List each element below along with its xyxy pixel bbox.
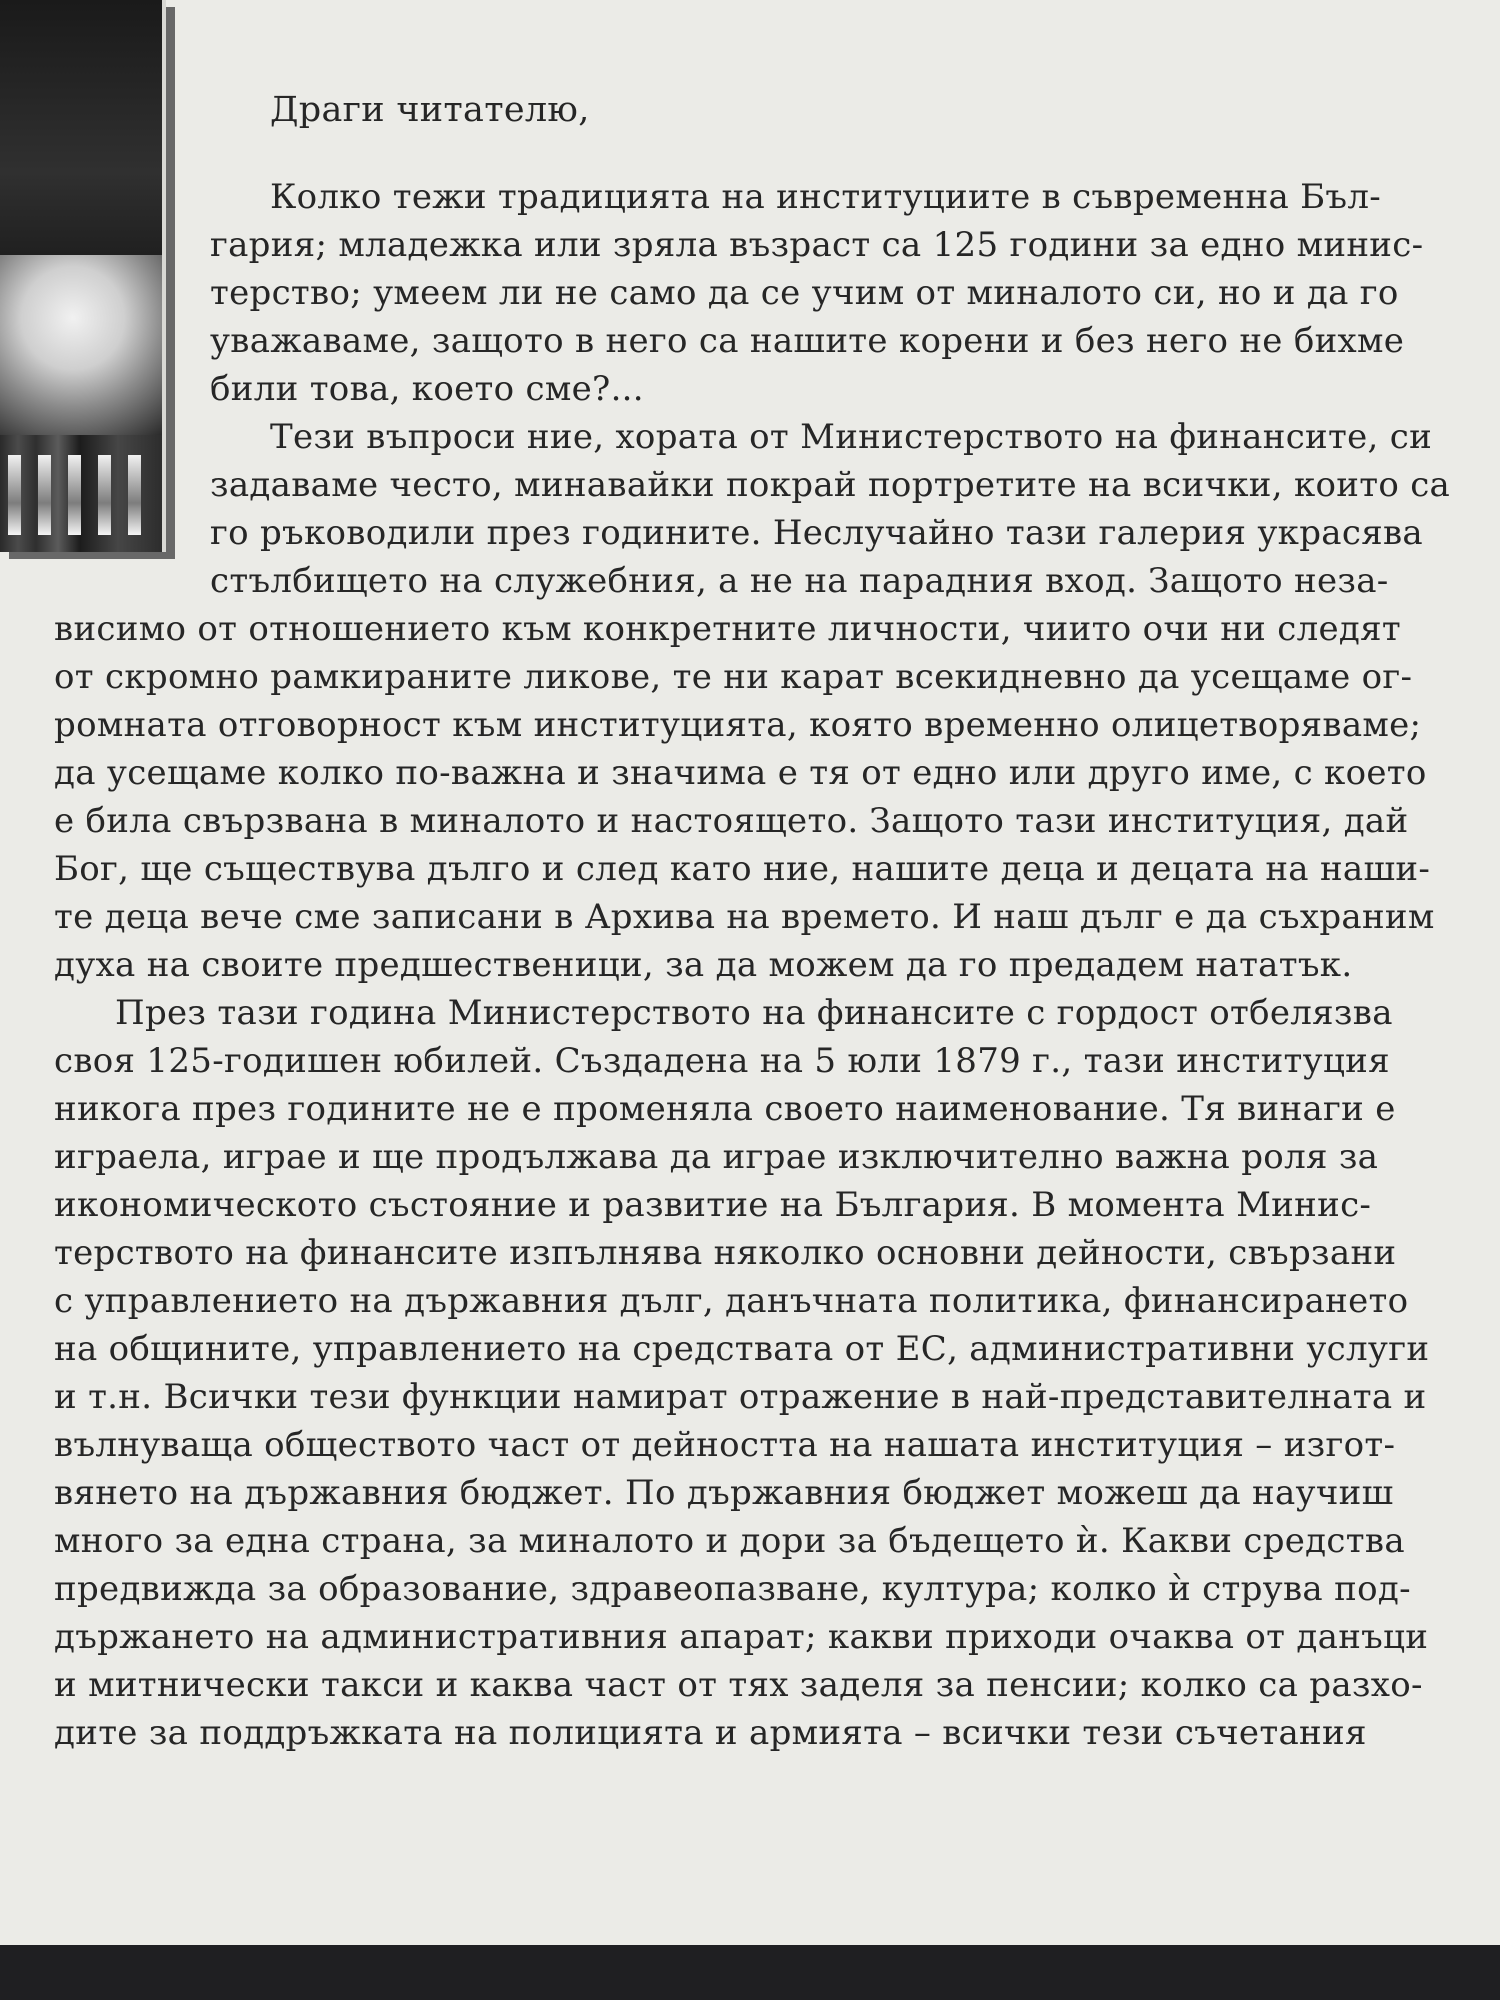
text-line: своя 125-годишен юбилей. Създадена на 5 юли 1879 г., тази институция — [54, 1041, 1390, 1081]
text-line: те деца вече сме записани в Архива на времето. И наш дълг е да съхраним — [54, 897, 1435, 937]
text-line: вянето на държавния бюджет. По държавния бюджет можеш да научиш — [54, 1473, 1394, 1513]
text-line: много за една страна, за миналото и дори за бъдещето ѝ. Какви средства — [54, 1521, 1405, 1561]
text-line: духа на своите предшественици, за да можем да го предадем нататък. — [54, 945, 1353, 985]
text-line: терството на финансите изпълнява няколко основни дейности, свързани — [54, 1233, 1397, 1273]
text-line: от скромно рамкираните ликове, те ни карат всекидневно да усещаме ог- — [54, 657, 1413, 697]
text-line: гария; младежка или зряла възраст са 125 години за едно минис- — [210, 225, 1424, 265]
text-line: терство; умеем ли не само да се учим от миналото си, но и да го — [210, 273, 1399, 313]
text-line: висимо от отношението към конкретните личности, чиито очи ни следят — [54, 609, 1401, 649]
text-line: стълбището на служебния, а не на парадния вход. Защото неза- — [210, 561, 1389, 601]
text-line: През тази година Министерството на финансите с гордост отбелязва — [115, 993, 1393, 1033]
text-line: да усещаме колко по-важна и значима е тя от едно или друго име, с което — [54, 753, 1427, 793]
text-line: дите за поддръжката на полицията и армията – всички тези съчетания — [54, 1713, 1367, 1753]
text-line: държането на административния апарат; какви приходи очаква от данъци — [54, 1617, 1429, 1657]
text-line: Бог, ще съществува дълго и след като ние, нашите деца и децата на наши- — [54, 849, 1431, 889]
text-line: Колко тежи традицията на институциите в съвременна Бъл- — [270, 177, 1382, 217]
greeting: Драги читателю, — [270, 90, 590, 130]
text-line: и митнически такси и каква част от тях заделя за пенсии; колко са разхо- — [54, 1665, 1423, 1705]
text-line: Тези въпроси ние, хората от Министерството на финансите, си — [270, 417, 1433, 457]
text-line: икономическото състояние и развитие на България. В момента Минис- — [54, 1185, 1372, 1225]
text-line: с управлението на държавния дълг, данъчната политика, финансирането — [54, 1281, 1409, 1321]
text-line: е била свързвана в миналото и настоящето. Защото тази институция, дай — [54, 801, 1409, 841]
bottom-dark-strip — [0, 1945, 1500, 2000]
text-line: го ръководили през годините. Неслучайно тази галерия украсява — [210, 513, 1423, 553]
text-line: вълнуваща обществото част от дейността на нашата институция – изгот- — [54, 1425, 1396, 1465]
text-line: ромната отговорност към институцията, която временно олицетворяваме; — [54, 705, 1422, 745]
text-line: на общините, управлението на средствата от ЕС, административни услуги — [54, 1329, 1430, 1369]
text-line: и т.н. Всички тези функции намират отражение в най-представителната и — [54, 1377, 1427, 1417]
text-line: били това, което сме?... — [210, 369, 644, 409]
text-line: предвижда за образование, здравеопазване, култура; колко ѝ струва под- — [54, 1569, 1411, 1609]
text-line: уважаваме, защото в него са нашите корени и без него не бихме — [210, 321, 1405, 361]
text-line: никога през годините не е променяла своето наименование. Тя винаги е — [54, 1089, 1396, 1129]
text-line: играела, играе и ще продължава да играе изключително важна роля за — [54, 1137, 1379, 1177]
text-line: задаваме често, минавайки покрай портретите на всички, които са — [210, 465, 1451, 505]
